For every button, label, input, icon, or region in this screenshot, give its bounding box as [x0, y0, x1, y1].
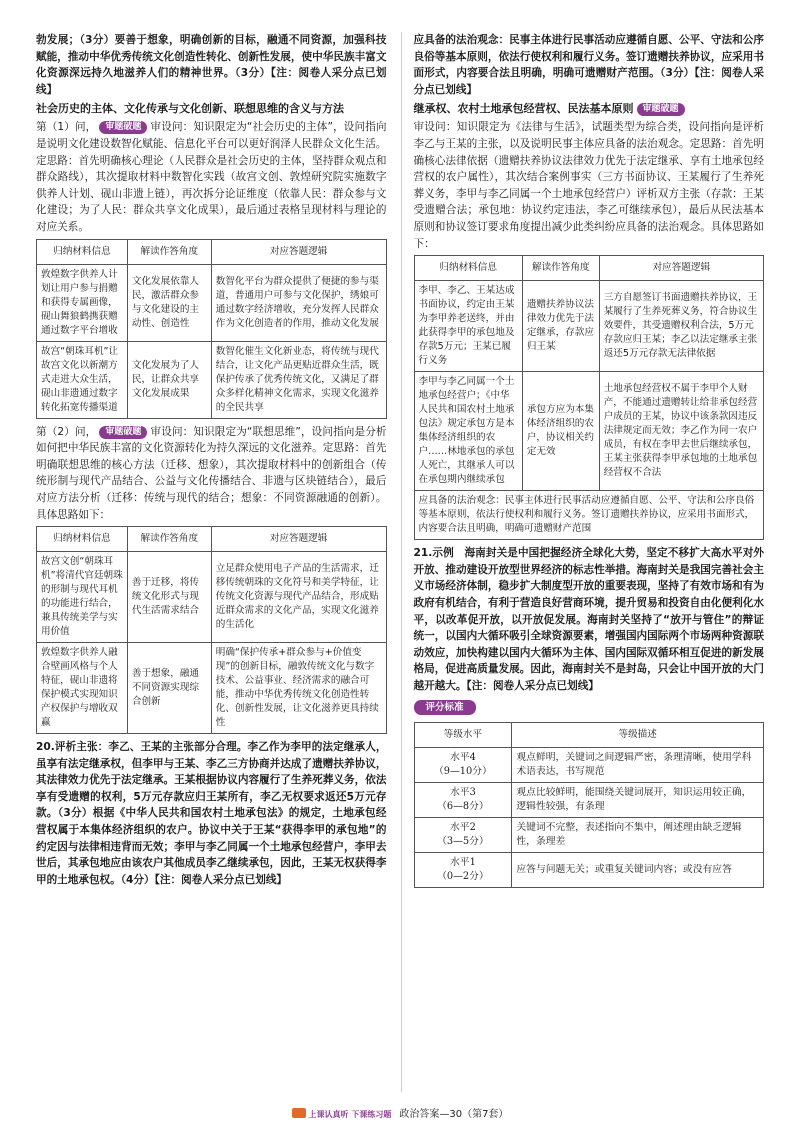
- analysis-q1: [36, 119, 387, 235]
- analysis-q2: [36, 424, 387, 524]
- table-header: 对应答题逻辑: [599, 256, 763, 281]
- level-cell: 水平2 （3—5分）: [414, 818, 512, 853]
- table-3: [414, 255, 765, 540]
- table-header: 解读作答角度: [127, 239, 211, 264]
- table-header: 归纳材料信息: [37, 239, 128, 264]
- table-footer-cell: 应具备的法治观念：民事主体进行民事活动应遵循自愿、公平、守法和公序良俗等基本原则，依法行使权利和履行义务。签订遗赠扶养协议，应采用书面形式，内容要合法且明确，明确可遗赠财产范围: [414, 491, 764, 540]
- table-row: [37, 264, 387, 341]
- section-heading: [414, 100, 765, 117]
- table-cell: 李甲与李乙同属一个土地承包经营户；《中华人民共和国农村土地承包法》规定承包方是本集体经济组织的农户……林地承包的承包人死亡，其继承人可以在承包期内继续承包: [414, 372, 522, 491]
- answer-continuation: 勃发展；（3分）要善于想象，明确创新的目标，融通不同资源，加强科技赋能，推动中华优秀传统文化创造性转化、创新性发展，使中华民族丰富文化资源深远持久地滋养人们的精神世界。（3分）【注：阅卷人采分点已划线】: [36, 34, 387, 96]
- table-2: [36, 526, 387, 734]
- level-cell: 水平4 （9—10分）: [414, 748, 512, 783]
- table-cell: 遗赠扶养协议法律效力优先于法定继承，存款应归王某: [522, 281, 599, 372]
- table-header: 对应答题逻辑: [211, 239, 386, 264]
- shentipojie-badge: 审题破题: [99, 121, 147, 134]
- table-cell: 数智化催生文化新业态，将传统与现代结合，让文化产品更贴近群众生活，既保护传承了优秀传统文化，又满足了群众多样化精神文化需求，实现文化滋养的全民共享: [211, 341, 386, 418]
- analysis-q20: 审设问：知识限定为《法律与生活》，试题类型为综合类，设问指向是评析李乙与王某的主张，以及说明民事主体应具备的法治观念。定思路：首先明确核心法律依据（遗赠扶养协议法律效力优先于法定继承、享有土地承包经营权的农户属性），其次结合案例事实（三方书面协议、王某履行了生养死葬义务，李甲与李乙同属一个土地承包经营户）评析双方主张（存款：王某受遗赠合法；承包地：协议约定违法，李乙可继续承包），最后从民法基本原则和协议签订要求角度提出减少此类纠纷应具备的法治观念。具体思路如下：: [413, 121, 764, 250]
- description-cell: 关键词不完整，表述指向不集中，阐述理由缺乏逻辑性，条理差: [512, 818, 764, 853]
- table-row: [414, 748, 764, 783]
- brand-logo-icon: [292, 1108, 306, 1118]
- table-row: [414, 491, 764, 540]
- table-cell: 承包方应为本集体经济组织的农户，协议相关约定无效: [522, 372, 599, 491]
- page-footer: [0, 1105, 800, 1120]
- table-row: [414, 818, 764, 853]
- table-cell: 明确“保护传承+群众参与+价值变现”的创新目标，融敦传统文化与数字技术、公益事业、经济需求的融合可能，推动中华优秀传统文化创造性转化、创新性发展，让文化滋养更具持续性: [211, 643, 386, 734]
- table-cell: 敦煌数字供养人融合壁画风格与个人特征，砚山非遗将保护模式实现知识产权保护与增收双赢: [37, 643, 128, 734]
- table-header: 对应答题逻辑: [211, 527, 386, 552]
- table-header: 解读作答角度: [127, 527, 211, 552]
- pingfen-badge: 评分标准: [414, 700, 476, 715]
- description-cell: 观点比较鲜明，能围绕关键词展开，知识运用较正确，逻辑性较强，有条理: [512, 783, 764, 818]
- table-cell: 文化发展依靠人民，激活群众参与文化建设的主动性、创造性: [127, 264, 211, 341]
- table-header: 等级描述: [512, 723, 764, 748]
- description-cell: 应答与问题无关；或重复关键词内容；或没有应答: [512, 853, 764, 888]
- analysis-text: 审设问：知识限定为“社会历史的主体”，设问指向是说明文化建设数智化赋能、信息化平台可以更好润泽人民群众文化生活。定思路：首先明确核心理论（人民群众是社会历史的主体，坚持群众观点和群众路线），其次提取材料中数智化实践（故宫文创、敦煌研究院实施数字供养人计划、砚山非遗上链），再次拆分论证维度（依靠人民：群众参与文化建设；为了人民：群众共享文化成果），最后通过表格呈现材料与理论的对应关系。: [36, 121, 387, 233]
- section-heading: 社会历史的主体、文化传承与文化创新、联想思维的含义与方法: [36, 102, 344, 116]
- table-row: [37, 643, 387, 734]
- description-cell: 观点鲜明，关键词之间逻辑严密，条理清晰，使用学科术语表达，书写规范: [512, 748, 764, 783]
- brand-text: 上课认真听 下课练习题: [308, 1110, 392, 1119]
- table-1: [36, 239, 387, 419]
- table-header: 等级水平: [414, 723, 512, 748]
- table-cell: 故宫“朝珠耳机”让故宫文化以新潮方式走进大众生活，砚山非遗通过数字转化拓宽传播渠道: [37, 341, 128, 418]
- table-header: 解读作答角度: [522, 256, 599, 281]
- level-cell: 水平3 （6—8分）: [414, 783, 512, 818]
- table-row: [414, 853, 764, 888]
- section-heading-text: 继承权、农村土地承包经营权、民法基本原则: [413, 102, 634, 116]
- table-row: [37, 341, 387, 418]
- table-cell: 数智化平台为群众提供了便捷的参与渠道，普通用户可参与文化保护，绣娘可通过数字经济增收，充分发挥人民群众作为文化创造者的作用，推动文化发展: [211, 264, 386, 341]
- table-header: 归纳材料信息: [37, 527, 128, 552]
- table-header: 归纳材料信息: [414, 256, 522, 281]
- table-cell: 立足群众使用电子产品的生活需求，迁移传统朝珠的文化符号和美学特征，让传统文化资源与现代产品结合，形成贴近群众需求的文化产品，实现文化滋养的生活化: [211, 552, 386, 643]
- answer-q20: 20.评析主张：李乙、王某的主张部分合理。李乙作为李甲的法定继承人，虽享有法定继承权，但李甲与王某、李乙三方协商并达成了遗赠扶养协议，其法律效力优先于法定继承。王某根据协议内容履行了生养死葬义务，依法享有受遗赠的权利，5万元存款应归王某所有，李乙无权要求返还5万元存款。（3分）根据《中华人民共和国农村土地承包法》的规定，土地承包经营权属于本集体经济组织的农户。协议中关于王某“获得李甲的承包地”的约定因与法律相违背而无效；李甲与李乙同属一个土地承包经营户，李甲去世后，其承包地应由该农户其他成员李乙继续承包，因此，王某无权获得李甲的土地承包权。（4分）【注：阅卷人采分点已划线】: [36, 741, 387, 886]
- answer-q21: 21.示例 海南封关是中国把握经济全球化大势，坚定不移扩大高水平对外开放、推动建设开放型世界经济的标志性举措。海南封关是我国完善社会主义市场经济体制，稳步扩大制度型开放的重要表现，坚持了有效市场和有为政府有机结合，有利于营造良好营商环境，提升贸易和投资自由化便利化水平，以改革促开放，以开放促发展。海南封关坚持了“放开与管住”的辩证统一，以国内大循环吸引全球资源要素，增强国内国际两个市场两种资源联动效应，加快构建以国内大循环为主体、国内国际双循环相互促进的新发展格局，促进高质量发展。因此，海南封关不是封岛，只会让中国开放的大门越开越大。【注：阅卷人采分点已划线】: [413, 547, 764, 692]
- table-cell: 善于迁移，将传统文化形式与现代生活需求结合: [127, 552, 211, 643]
- table-row: [37, 552, 387, 643]
- question-lead: 第（1）问，: [36, 121, 97, 134]
- table-row: [414, 281, 764, 372]
- table-row: [414, 783, 764, 818]
- right-column: [401, 32, 765, 1092]
- score-table: [414, 722, 765, 888]
- table-cell: 李甲、李乙、王某达成书面协议，约定由王某为李甲养老送终，并由此获得李甲的承包地及存款5万元；王某已履行义务: [414, 281, 522, 372]
- answer-continuation: 应具备的法治观念：民事主体进行民事活动应遵循自愿、公平、守法和公序良俗等基本原则，依法行使权利和履行义务。签订遗赠扶养协议，应采用书面形式，内容要合法且明确，明确可遗赠财产范围。（3分）【注：阅卷人采分点已划线】: [413, 34, 764, 96]
- question-lead: 第（2）问，: [36, 425, 97, 438]
- table-cell: 故宫文创“朝珠耳机”将清代官廷朝珠的形制与现代耳机的功能进行结合，兼具传统美学与实用价值: [37, 552, 128, 643]
- shentipojie-badge: 审题破题: [99, 426, 147, 439]
- table-cell: 文化发展为了人民，让群众共享文化发展成果: [127, 341, 211, 418]
- table-cell: 土地承包经营权不属于李甲个人财产，不能通过遗赠转让给非承包经营户成员的王某，协议中该条款因违反法律规定而无效；李乙作为同一农户成员，有权在李甲去世后继续承包，王某主张获得李甲承包地的土地承包经营权不合法: [599, 372, 763, 491]
- page-number: 政治答案—30（第7套）: [399, 1109, 509, 1120]
- table-cell: 三方自愿签订书面遗赠扶养协议，王某履行了生养死葬义务，符合协议生效要件，其受遗赠权利合法，5万元存款应归王某；李乙以法定继承主张返还5万元存款无法律依据: [599, 281, 763, 372]
- table-cell: 敦煌数字供养人计划让用户参与捐赠和获得专属画像，砚山舞狼鹤携获赠通过数字平台增收: [37, 264, 128, 341]
- shentipojie-badge: 审题破题: [637, 103, 685, 116]
- table-cell: 善于想象，融通不同资源实现综合创新: [127, 643, 211, 734]
- level-cell: 水平1 （0—2分）: [414, 853, 512, 888]
- table-row: [414, 372, 764, 491]
- analysis-text: 审设问：知识限定为“联想思维”，设问指向是分析如何把中华民族丰富的文化资源转化为持久深远的文化滋养。定思路：首先明确联想思维的核心方法（迁移、想象），其次提取材料中的创新组合（传统形制与现代产品结合、公益与文化传播结合、非遗与区块链结合），最后对应方法分析（迁移：传统与现代的结合；想象：不同资源融通的创新）。具体思路如下：: [36, 425, 387, 521]
- left-column: [36, 32, 387, 1092]
